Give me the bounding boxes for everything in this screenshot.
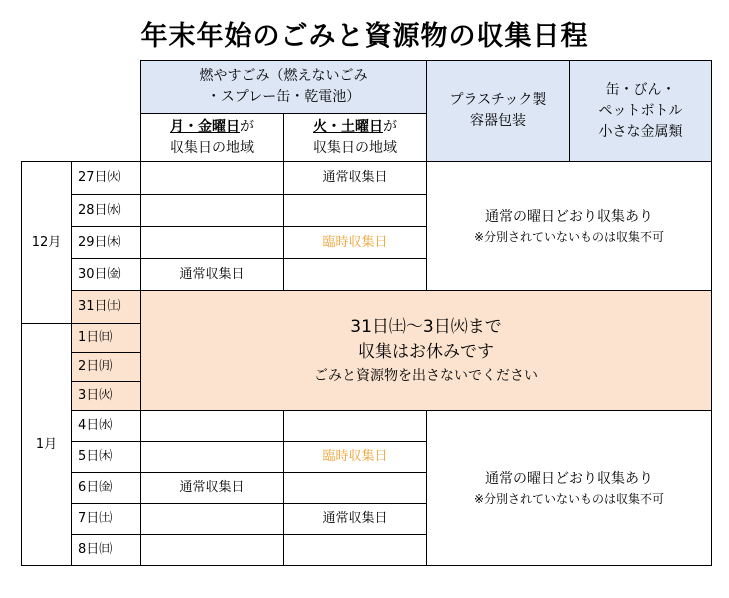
date-cell: 4日㈬ bbox=[72, 411, 141, 442]
date-cell: 30日㈮ bbox=[72, 259, 141, 291]
header-cans-line1: 缶・びん・ bbox=[605, 81, 676, 98]
tue-sat-cell: 通常収集日 bbox=[284, 504, 427, 535]
resource-note-dec bbox=[427, 162, 712, 291]
resource-note-line2: ※分別されていないものは収集不可 bbox=[473, 491, 665, 506]
mon-fri-cell bbox=[141, 535, 284, 566]
header-mon-fri bbox=[141, 114, 284, 162]
mon-fri-cell bbox=[141, 504, 284, 535]
mon-fri-cell: 通常収集日 bbox=[141, 473, 284, 504]
header-plastic-line2: 容器包装 bbox=[470, 113, 526, 129]
tue-sat-cell-temporary: 臨時収集日 bbox=[284, 442, 427, 473]
header-cans-line3: 小さな金属類 bbox=[598, 123, 683, 140]
tue-sat-cell-temporary: 臨時収集日 bbox=[284, 227, 427, 259]
header-burnable bbox=[141, 61, 427, 114]
date-cell: 1日㈰ bbox=[72, 324, 141, 353]
mon-fri-cell bbox=[141, 162, 284, 195]
date-cell: 7日㈯ bbox=[72, 504, 141, 535]
date-cell: 3日㈫ bbox=[72, 382, 141, 411]
header-tue-sat-days: 火・土曜日 bbox=[313, 118, 383, 135]
table-row bbox=[22, 291, 712, 324]
mon-fri-cell bbox=[141, 411, 284, 442]
resource-note-line1: 通常の曜日どおり収集あり bbox=[485, 470, 653, 487]
holiday-line3: ごみと資源物を出さないでください bbox=[314, 367, 538, 384]
date-cell: 6日㈮ bbox=[72, 473, 141, 504]
tue-sat-cell bbox=[284, 195, 427, 227]
page-title: 年末年始のごみと資源物の収集日程 bbox=[140, 21, 589, 52]
header-plastic-line1: プラスチック製 bbox=[449, 92, 547, 108]
header-cans-line2: ペットボトル bbox=[598, 102, 683, 119]
date-cell: 29日㈭ bbox=[72, 227, 141, 259]
date-cell: 31日㈯ bbox=[72, 291, 141, 324]
collection-schedule-table bbox=[21, 60, 712, 566]
tue-sat-cell bbox=[284, 259, 427, 291]
header-burnable-line2: ・スプレー缶・乾電池） bbox=[206, 89, 361, 105]
date-cell: 27日㈫ bbox=[72, 162, 141, 195]
table-row bbox=[22, 162, 712, 195]
resource-note-line1: 通常の曜日どおり収集あり bbox=[485, 208, 653, 225]
holiday-line1: 31日㈯～3日㈫まで bbox=[350, 316, 502, 337]
header-burnable-line1: 燃やすごみ（燃えないごみ bbox=[199, 68, 368, 84]
month-jan: 1月 bbox=[22, 324, 72, 566]
header-cans bbox=[570, 61, 712, 162]
holiday-notice bbox=[141, 291, 712, 411]
date-cell: 8日㈰ bbox=[72, 535, 141, 566]
date-cell: 5日㈭ bbox=[72, 442, 141, 473]
table-row bbox=[22, 411, 712, 442]
header-tue-sat bbox=[284, 114, 427, 162]
tue-sat-cell: 通常収集日 bbox=[284, 162, 427, 195]
mon-fri-cell bbox=[141, 227, 284, 259]
header-corner bbox=[22, 61, 141, 162]
header-tue-sat-ga: が bbox=[383, 118, 397, 135]
mon-fri-cell bbox=[141, 442, 284, 473]
tue-sat-cell bbox=[284, 411, 427, 442]
header-row-1 bbox=[22, 61, 712, 114]
header-tue-sat-sub: 収集日の地域 bbox=[313, 139, 397, 156]
header-mon-fri-sub: 収集日の地域 bbox=[170, 139, 254, 156]
tue-sat-cell bbox=[284, 535, 427, 566]
header-mon-fri-days: 月・金曜日 bbox=[170, 118, 240, 135]
date-cell: 28日㈬ bbox=[72, 195, 141, 227]
month-dec: 12月 bbox=[22, 162, 72, 324]
header-plastic bbox=[427, 61, 570, 162]
header-mon-fri-ga: が bbox=[240, 118, 254, 135]
date-cell: 2日㈪ bbox=[72, 353, 141, 382]
tue-sat-cell bbox=[284, 473, 427, 504]
resource-note-line2: ※分別されていないものは収集不可 bbox=[473, 229, 665, 244]
resource-note-jan bbox=[427, 411, 712, 566]
mon-fri-cell: 通常収集日 bbox=[141, 259, 284, 291]
holiday-line2: 収集はお休みです bbox=[358, 342, 494, 362]
mon-fri-cell bbox=[141, 195, 284, 227]
